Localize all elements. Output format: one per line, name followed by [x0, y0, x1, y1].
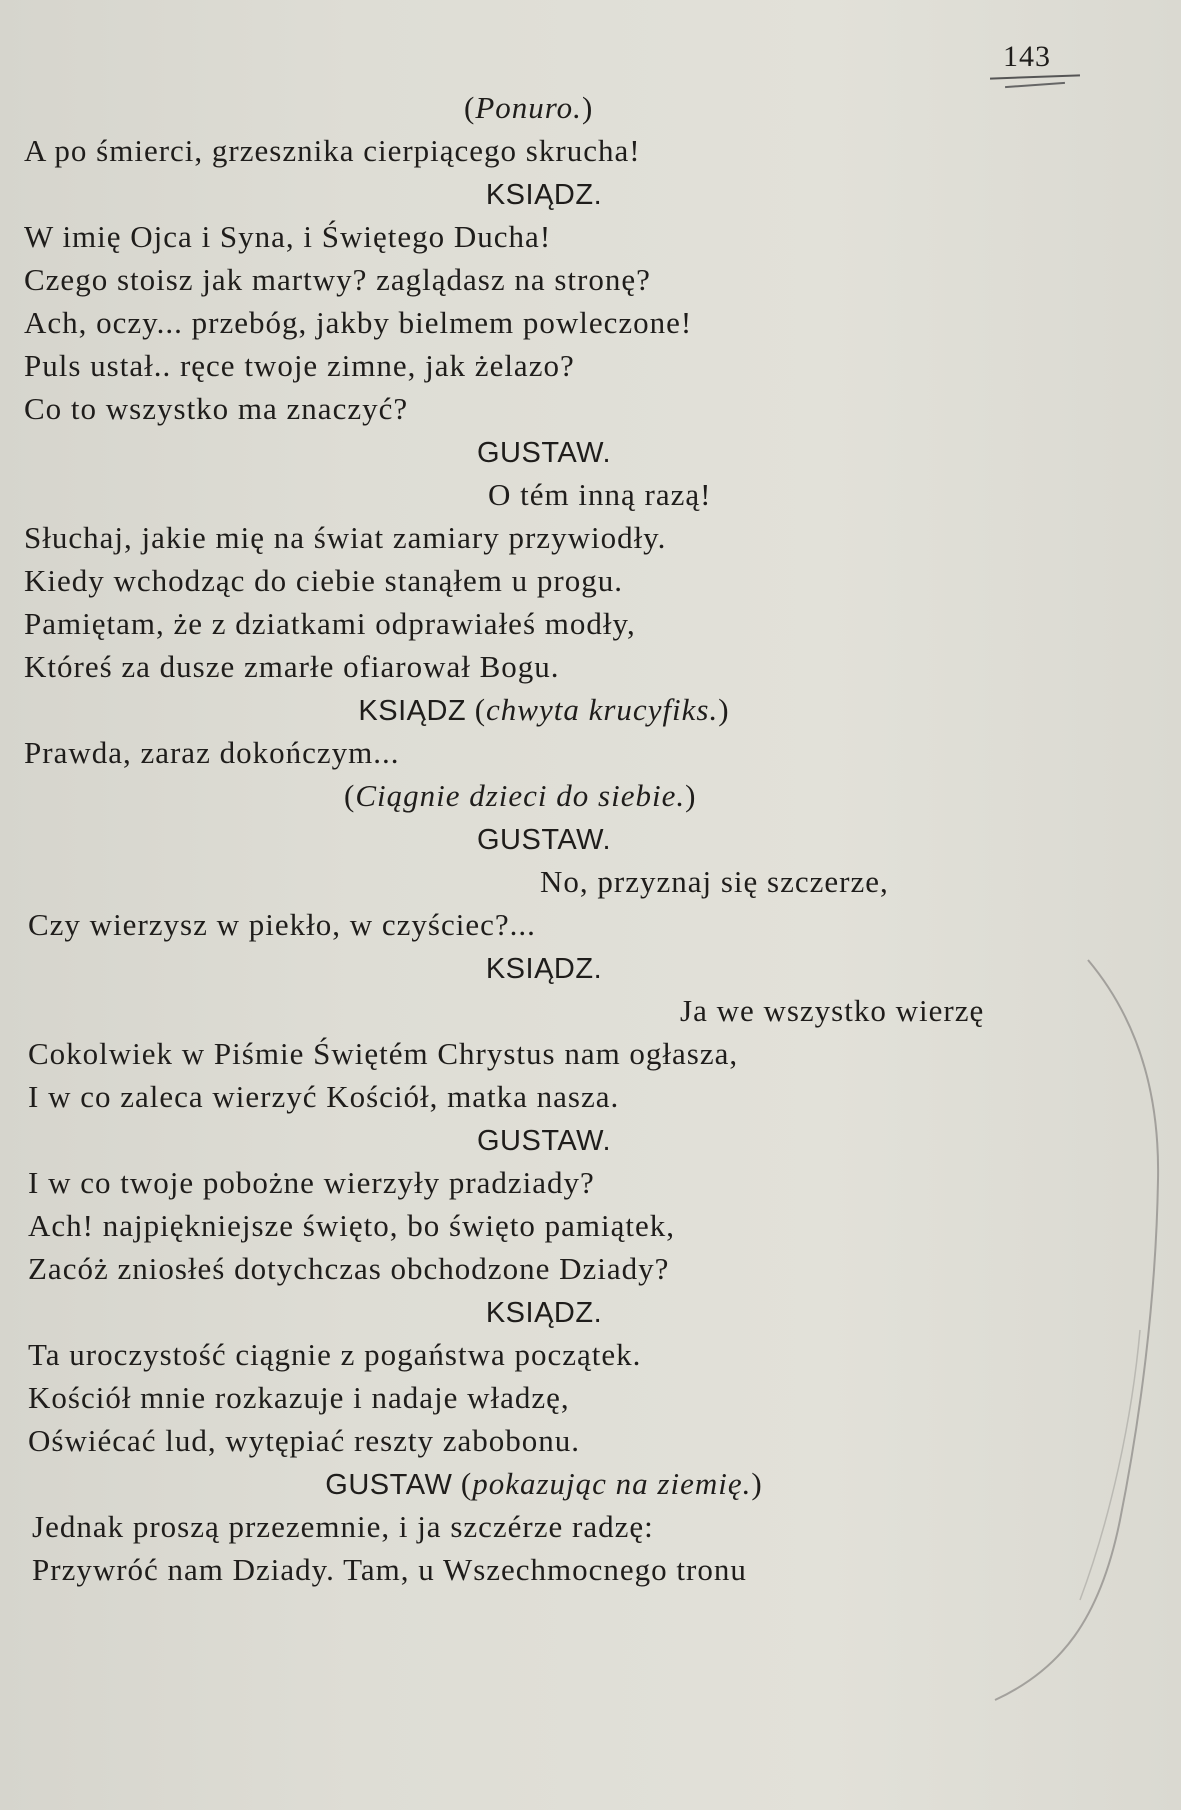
speaker-name: GUSTAW. [477, 824, 611, 856]
speaker-line [24, 172, 1064, 215]
line-text: Kościół mnie rozkazuje i nadaje władzę, [28, 1380, 570, 1415]
stage-direction: Ciągnie dzieci do siebie. [355, 778, 686, 813]
verse-line [24, 86, 1064, 129]
verse-line [24, 645, 1064, 688]
speaker-name: KSIĄDZ. [485, 1297, 603, 1329]
speaker-name: KSIĄDZ. [485, 179, 603, 211]
speaker-line [24, 688, 1064, 731]
verse-line [24, 1161, 1064, 1204]
line-text: Oświécać lud, wytępiać reszty zabobonu. [28, 1423, 581, 1458]
stage-direction: pokazując na ziemię. [472, 1466, 752, 1501]
line-text: Któreś za dusze zmarłe ofiarował Bogu. [24, 649, 560, 684]
line-text: ( [464, 90, 476, 125]
line-text: Przywróć nam Dziady. Tam, u Wszechmocnego tronu [32, 1552, 747, 1587]
line-text: Ja we wszystko wierzę [680, 993, 985, 1028]
line-text: ( [460, 1466, 473, 1501]
verse-line [24, 1075, 1064, 1118]
speaker-line [24, 817, 1064, 860]
verse-line [24, 1376, 1064, 1419]
page-number-underline [990, 74, 1080, 79]
line-text: I w co twoje pobożne wierzyły pradziady? [28, 1165, 595, 1200]
verse-line [24, 344, 1064, 387]
verse-line [24, 1333, 1064, 1376]
verse-line [24, 559, 1064, 602]
line-text: Ach! najpiękniejsze święto, bo święto pamiątek, [28, 1208, 676, 1243]
line-text: ( [474, 692, 487, 727]
verse-line [24, 602, 1064, 645]
line-text: Prawda, zaraz dokończym... [24, 735, 400, 770]
verse-line [24, 473, 1064, 516]
line-text: A po śmierci, grzesznika cierpiącego skrucha! [24, 133, 641, 168]
verse-line [24, 1032, 1064, 1075]
line-text: Kiedy wchodząc do ciebie stanąłem u progu. [24, 563, 623, 598]
stage-direction: Ponuro. [475, 90, 582, 125]
speaker-line [24, 430, 1064, 473]
speaker-name: GUSTAW. [477, 437, 611, 469]
line-text: Pamiętam, że z dziatkami odprawiałeś modły, [24, 606, 636, 641]
line-text: W imię Ojca i Syna, i Świętego Ducha! [24, 219, 552, 254]
verse-line [24, 1548, 1064, 1591]
speaker-line [24, 1118, 1064, 1161]
line-text: Puls ustał.. ręce twoje zimne, jak żelazo? [24, 348, 575, 383]
line-text: Czego stoisz jak martwy? zaglądasz na stronę? [24, 262, 651, 297]
line-text: Ta uroczystość ciągnie z pogaństwa początek. [28, 1337, 642, 1372]
verse-line [24, 215, 1064, 258]
line-text: Słuchaj, jakie mię na świat zamiary przywiodły. [24, 520, 667, 555]
verse-line [24, 989, 1064, 1032]
verse-line [24, 1505, 1064, 1548]
line-text: O tém inną razą! [488, 477, 712, 512]
verse-line [24, 258, 1064, 301]
verse-line [24, 731, 1064, 774]
verse-line [24, 129, 1064, 172]
verse-line [24, 774, 1064, 817]
verse-text [24, 86, 1064, 1591]
line-text: No, przyznaj się szczerze, [540, 864, 889, 899]
line-text: ( [344, 778, 356, 813]
line-text: Co to wszystko ma znaczyć? [24, 391, 409, 426]
line-text: Czy wierzysz w piekło, w czyściec?... [28, 907, 536, 942]
verse-line [24, 1419, 1064, 1462]
line-text: Jednak proszą przezemnie, i ja szczérze radzę: [32, 1509, 654, 1544]
verse-line [24, 1247, 1064, 1290]
speaker-line [24, 946, 1064, 989]
speaker-line [24, 1290, 1064, 1333]
verse-line [24, 860, 1064, 903]
verse-line [24, 1204, 1064, 1247]
line-text: Cokolwiek w Piśmie Świętém Chrystus nam ogłasza, [28, 1036, 739, 1071]
stage-direction: chwyta krucyfiks. [486, 692, 719, 727]
line-text: Ach, oczy... przebóg, jakby bielmem powleczone! [24, 305, 693, 340]
verse-line [24, 903, 1064, 946]
speaker-line [24, 1462, 1064, 1505]
speaker-name: KSIĄDZ [358, 695, 475, 727]
line-text: ) [581, 90, 594, 125]
line-text: ) [685, 778, 697, 813]
page-number: 143 [1003, 40, 1051, 73]
line-text: ) [751, 1466, 763, 1501]
line-text: I w co zaleca wierzyć Kościół, matka nasza. [28, 1079, 620, 1114]
line-text: ) [718, 692, 730, 727]
speaker-name: GUSTAW. [477, 1125, 611, 1157]
verse-line [24, 516, 1064, 559]
line-text: Zacóż zniosłeś dotychczas obchodzone Dziady? [28, 1251, 670, 1286]
verse-line [24, 301, 1064, 344]
verse-line [24, 387, 1064, 430]
speaker-name: KSIĄDZ. [485, 953, 603, 985]
speaker-name: GUSTAW [325, 1469, 461, 1501]
